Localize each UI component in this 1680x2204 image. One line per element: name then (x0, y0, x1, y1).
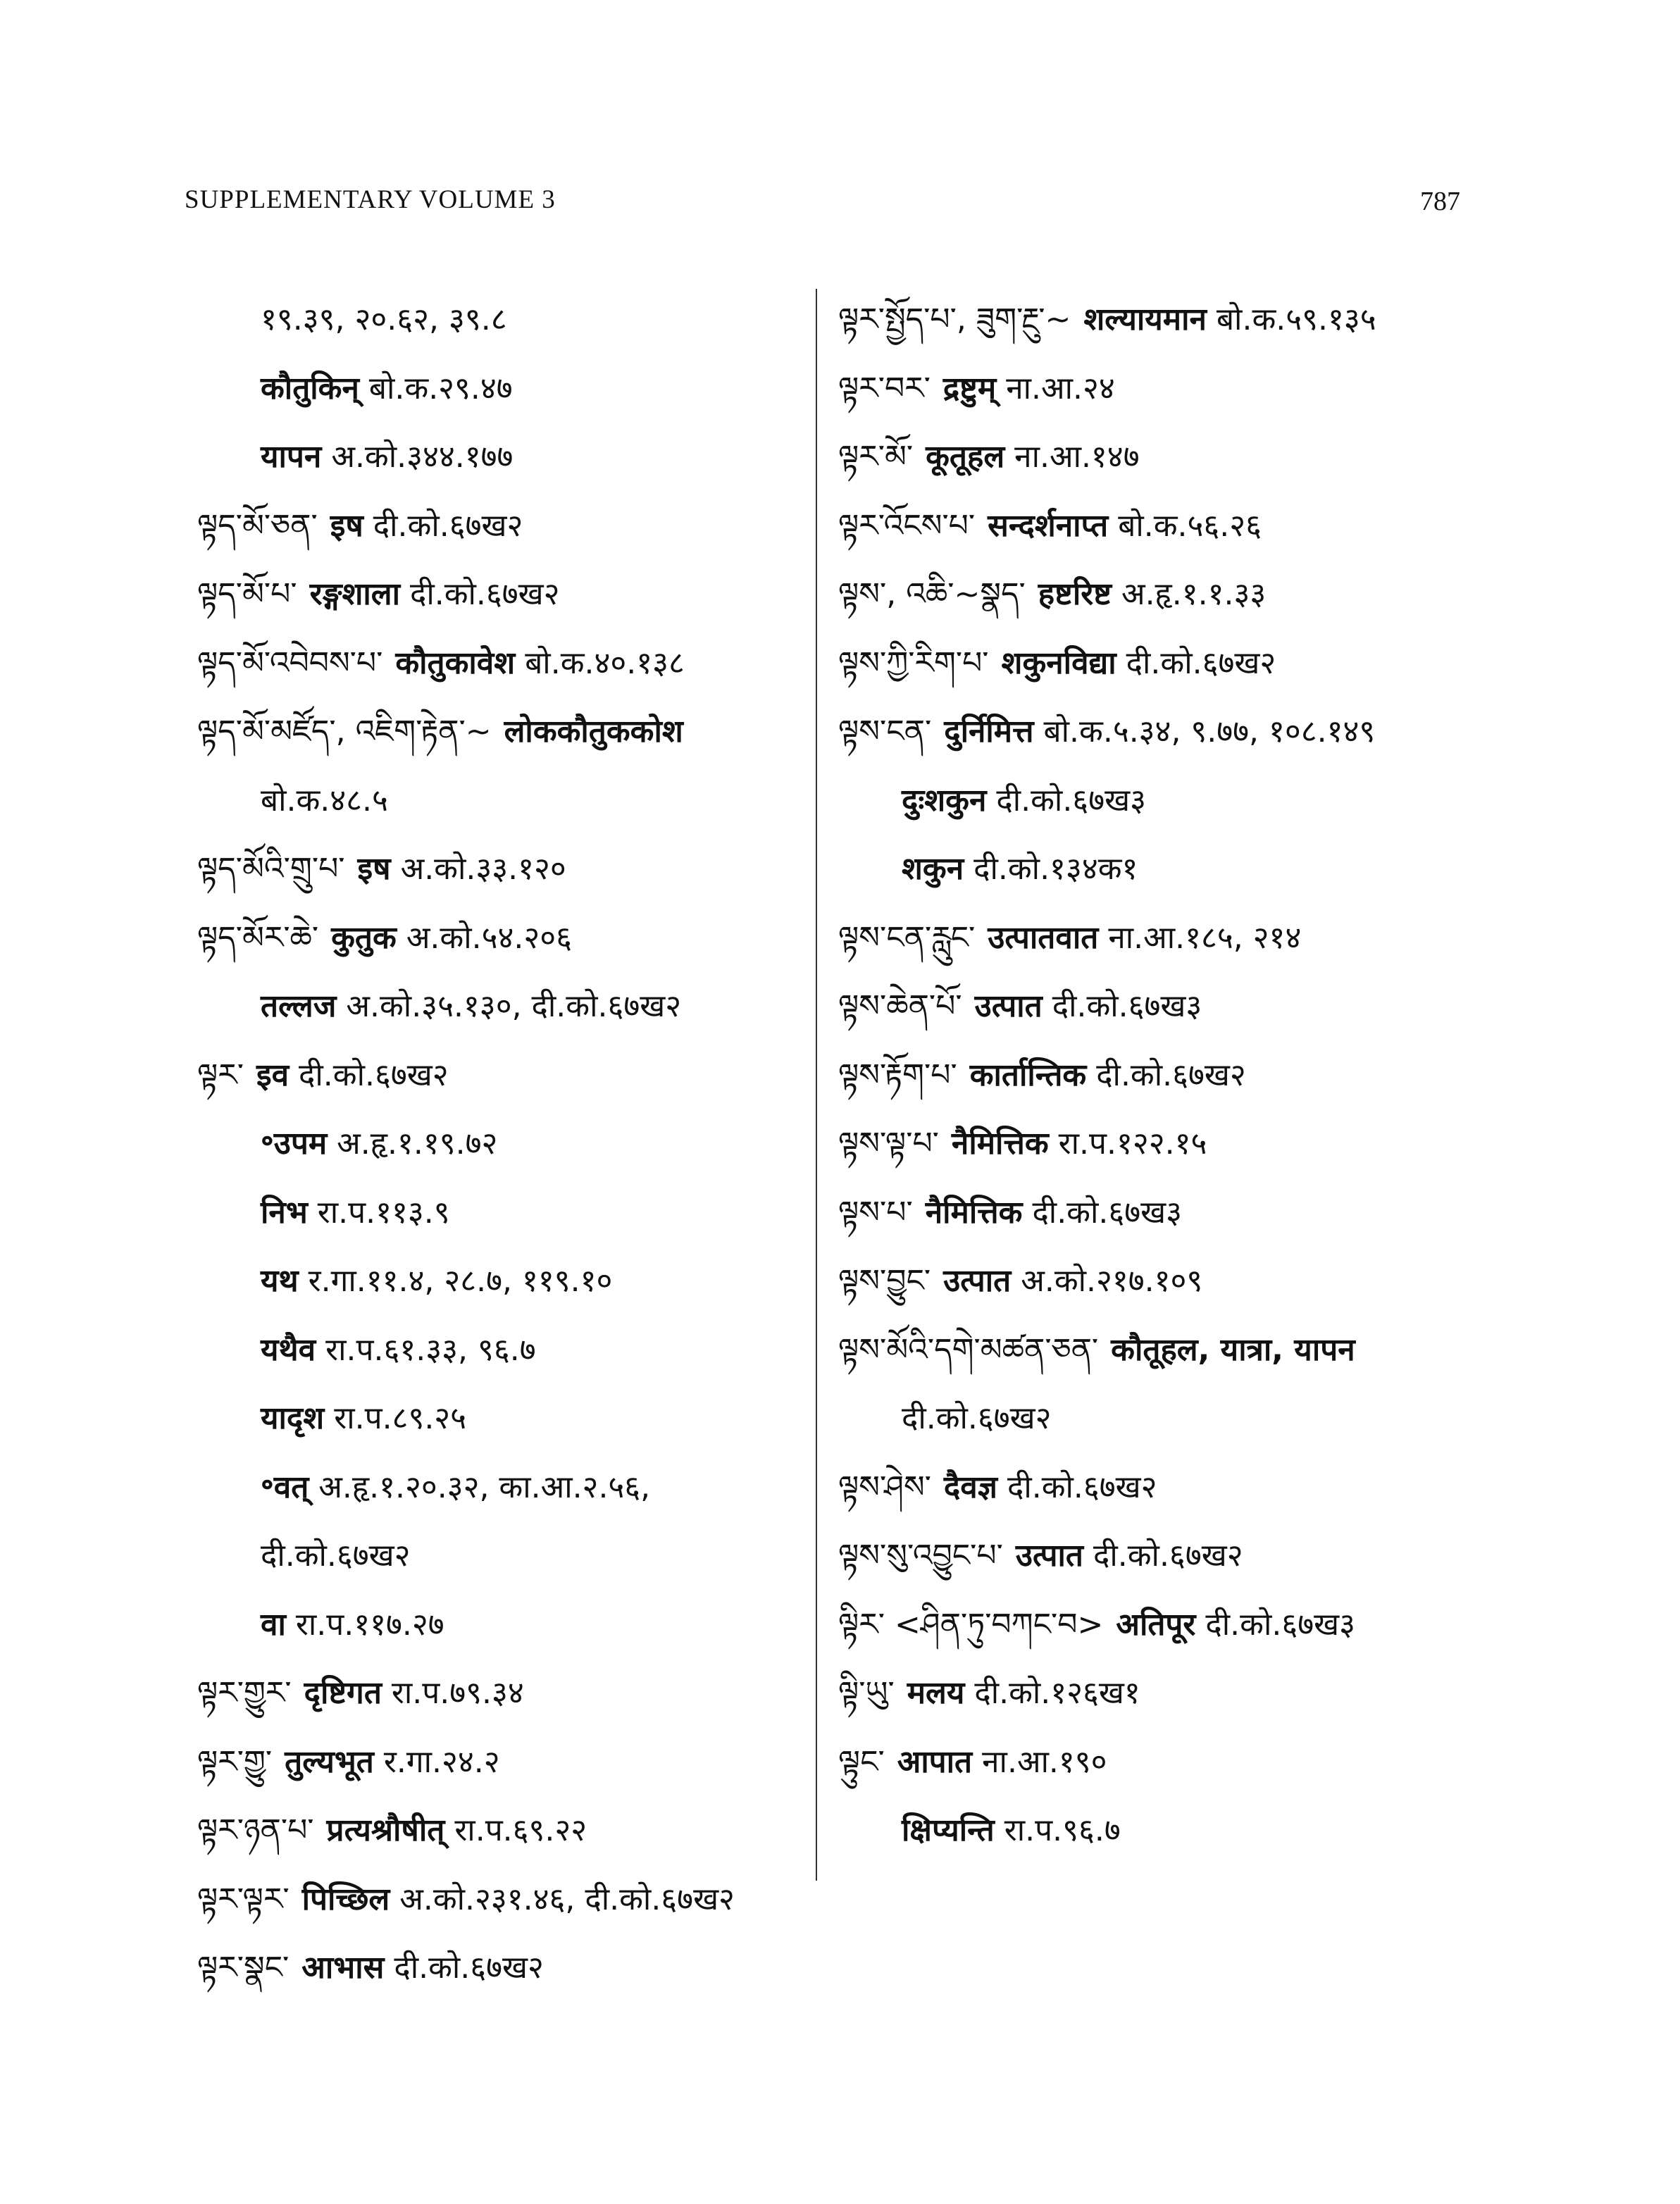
dictionary-entry (197, 766, 817, 835)
tibetan-term: ལྟར་འོངས་པ་ (838, 507, 976, 544)
dictionary-entry (838, 1178, 1472, 1247)
dictionary-entry (838, 904, 1472, 973)
dictionary-entry (197, 697, 817, 766)
source-reference: दी.को.६७ख२ (410, 576, 560, 612)
sanskrit-headword: तुल्यभूत (285, 1743, 374, 1780)
sanskrit-headword: कौतुकिन् (261, 370, 359, 406)
sanskrit-headword: रङ्गशाला (309, 576, 400, 612)
source-reference: रा.प.७९.३४ (391, 1675, 524, 1711)
tibetan-term: ལྟད་མོ་ཅན་ (197, 507, 318, 544)
sanskrit-headword: प्रत्यश्रौषीत् (326, 1812, 445, 1848)
dictionary-entry (838, 354, 1472, 423)
sanskrit-headword: शकुन (902, 851, 964, 887)
left-column (197, 285, 817, 2003)
sanskrit-headword: नैमित्तिक (925, 1194, 1023, 1231)
tibetan-term: ལྟས་ལྟ་པ་ (838, 1126, 939, 1162)
dictionary-entry (838, 492, 1472, 561)
sanskrit-headword: यथ (261, 1263, 299, 1299)
dictionary-entry (838, 1728, 1472, 1797)
source-reference: दी.को.६७ख३ (1205, 1606, 1355, 1643)
tibetan-term: ལྟར་ལྟར་ (197, 1881, 290, 1917)
sanskrit-headword: उत्पात (974, 988, 1043, 1024)
running-head: SUPPLEMENTARY VOLUME 3 (185, 185, 556, 214)
tibetan-term: ལྟས་སུ་འབྱུང་པ་ (838, 1538, 1003, 1574)
source-reference: अ.को.२१७.१०९ (1021, 1263, 1203, 1299)
source-reference: दी.को.१३४क१ (973, 851, 1138, 887)
sanskrit-headword: अतिपूर (1116, 1606, 1196, 1643)
tibetan-term: ལྟས་ཀྱི་རིག་པ་ (838, 645, 989, 681)
sanskrit-headword: इष (357, 851, 391, 887)
source-reference: बो.क.२९.४७ (368, 370, 513, 406)
tibetan-term: ལྟར་མོ་ (838, 439, 914, 475)
sanskrit-headword: दुःशकुन (902, 782, 987, 818)
sanskrit-headword: क्षिप्यन्ति (902, 1812, 995, 1848)
dictionary-entry (838, 1384, 1472, 1453)
source-reference: अ.को.३४४.१७७ (331, 439, 514, 475)
sanskrit-headword: यापन (261, 439, 322, 475)
tibetan-term: ལྟར་ (197, 1057, 244, 1093)
sanskrit-headword: हष्टरिष्ट (1038, 576, 1112, 612)
column-divider (816, 289, 817, 1881)
dictionary-entry (838, 972, 1472, 1041)
source-reference: र.गा.२४.२ (383, 1743, 500, 1780)
dictionary-entry (838, 285, 1472, 354)
sanskrit-headword: इव (256, 1057, 290, 1093)
sanskrit-headword: शल्यायमान (1083, 301, 1207, 337)
sanskrit-headword: इष (330, 507, 363, 544)
sanskrit-headword: दैवज्ञ (943, 1469, 997, 1505)
sanskrit-headword: आभास (301, 1950, 385, 1986)
tibetan-term: ལྟར་སྤྱོད་པ་, ཟུག་རྔུ་~ (838, 301, 1071, 337)
dictionary-entry (197, 972, 817, 1041)
dictionary-entry (197, 1384, 817, 1453)
dictionary-entry (197, 1316, 817, 1385)
source-reference: दी.को.६७ख२ (1096, 1057, 1246, 1093)
sanskrit-headword: वा (261, 1606, 286, 1643)
right-column (838, 285, 1472, 1865)
tibetan-term: ལྟུང་ (838, 1743, 885, 1780)
dictionary-entry (197, 904, 817, 973)
dictionary-entry (838, 1590, 1472, 1660)
source-reference: ना.आ.२४ (1006, 370, 1115, 406)
tibetan-term: ལྟར་ཉན་པ་ (197, 1812, 314, 1848)
dictionary-entry (197, 1659, 817, 1728)
dictionary-entry (197, 1796, 817, 1865)
source-reference: अ.हृ.१.१.३३ (1121, 576, 1267, 612)
dictionary-entry (197, 629, 817, 698)
dictionary-entry (197, 835, 817, 904)
source-reference: रा.प.६१.३३, ९६.७ (325, 1331, 536, 1368)
source-reference: ना.आ.१९० (982, 1743, 1107, 1780)
tibetan-term: ལྟད་མོ་འབེབས་པ་ (197, 645, 383, 681)
sanskrit-headword: ॰वत् (261, 1469, 309, 1505)
tibetan-term: ལྟར་གྱུ་ (197, 1743, 273, 1780)
dictionary-entry (197, 1865, 817, 1934)
sanskrit-headword: कुतुक (331, 919, 397, 956)
source-reference: दी.को.६७ख२ (394, 1950, 544, 1986)
source-reference: बो.क.५.३४, ९.७७, १०८.१४९ (1043, 714, 1376, 749)
sanskrit-headword: कौतूहल, यात्रा, यापन (1111, 1331, 1355, 1368)
dictionary-entry (197, 560, 817, 629)
tibetan-term: ལྟས་པ་ (838, 1194, 913, 1231)
source-reference: दी.को.६७ख२ (261, 1538, 411, 1574)
tibetan-term: ལྟད་མོར་ཆེ་ (197, 919, 319, 956)
dictionary-entry (838, 835, 1472, 904)
source-reference: रा.प.१२२.१५ (1058, 1126, 1207, 1162)
dictionary-entry (838, 1521, 1472, 1590)
dictionary-entry (197, 354, 817, 423)
sanskrit-headword: यथैव (261, 1331, 316, 1368)
source-reference: दी.को.६७ख२ (299, 1057, 449, 1093)
sanskrit-headword: यादृश (261, 1400, 325, 1436)
source-reference: रा.प.६९.२२ (454, 1812, 587, 1848)
dictionary-entry (197, 1728, 817, 1797)
tibetan-term: ལྟད་མོ་པ་ (197, 576, 297, 612)
dictionary-entry (838, 560, 1472, 629)
source-reference: दी.को.६७ख२ (902, 1400, 1052, 1436)
sanskrit-headword: निभ (261, 1194, 308, 1231)
sanskrit-headword: तल्लज (261, 988, 337, 1024)
sanskrit-headword: कार्तान्तिक (969, 1057, 1087, 1093)
dictionary-entry (838, 1316, 1472, 1385)
source-reference: रा.प.८९.२५ (334, 1400, 467, 1436)
dictionary-entry (838, 1453, 1472, 1522)
dictionary-entry (197, 423, 817, 492)
source-reference: बो.क.५९.१३५ (1216, 301, 1376, 337)
dictionary-entry (197, 492, 817, 561)
source-reference: अ.को.२३१.४६, दी.को.६७ख२ (399, 1881, 735, 1917)
source-reference: दी.को.१२६ख१ (974, 1675, 1140, 1711)
source-reference: बो.क.४८.५ (261, 782, 388, 818)
sanskrit-headword: उत्पातवात (988, 919, 1099, 956)
dictionary-entry (197, 1521, 817, 1590)
tibetan-term: ལྟས་, འཆི་~སྣད་ (838, 576, 1026, 612)
source-reference: अ.को.३५.१३०, दी.को.६७ख२ (346, 988, 682, 1024)
sanskrit-headword: दुर्निमित्त (944, 714, 1034, 749)
dictionary-entry (197, 1109, 817, 1178)
dictionary-entry (197, 285, 817, 354)
dictionary-entry (838, 1659, 1472, 1728)
dictionary-entry (197, 1590, 817, 1660)
sanskrit-headword: मलय (907, 1675, 965, 1711)
sanskrit-headword: कौतुकावेश (395, 645, 516, 681)
source-reference: अ.को.५४.२०६ (406, 919, 572, 956)
sanskrit-headword: उत्पात (943, 1263, 1012, 1299)
source-reference: अ.हृ.१.२०.३२, का.आ.२.५६, (318, 1469, 651, 1505)
dictionary-entry (197, 1178, 817, 1247)
source-reference: १९.३९, २०.६२, ३९.८ (261, 301, 507, 337)
source-reference: अ.हृ.१.१९.७२ (337, 1126, 498, 1162)
page-number: 787 (1420, 187, 1460, 216)
dictionary-entry (197, 1041, 817, 1110)
tibetan-term: ལྟར་སྣང་ (197, 1950, 290, 1986)
sanskrit-headword: कूतूहल (926, 439, 1005, 475)
tibetan-term: ལྟི་ཡུ་ (838, 1675, 895, 1711)
tibetan-term: ལྟས་མོའི་དགེ་མཚན་ཅན་ (838, 1331, 1099, 1368)
dictionary-entry (838, 766, 1472, 835)
dictionary-entry (838, 423, 1472, 492)
sanskrit-headword: ॰उपम (261, 1126, 328, 1162)
source-reference: दी.को.६७ख३ (1052, 988, 1202, 1024)
sanskrit-headword: उत्पात (1015, 1538, 1084, 1574)
source-reference: बो.क.४०.१३८ (525, 645, 685, 681)
sanskrit-headword: आपात (897, 1743, 973, 1780)
sanskrit-headword: सन्दर्शनाप्त (988, 507, 1109, 544)
sanskrit-headword: दृष्टिगत (304, 1675, 382, 1711)
dictionary-entry (838, 1041, 1472, 1110)
source-reference: दी.को.६७ख२ (373, 507, 523, 544)
dictionary-entry (197, 1247, 817, 1316)
source-reference: दी.को.६७ख२ (1093, 1538, 1243, 1574)
tibetan-term: ལྟད་མོའི་གྲུ་པ་ (197, 851, 345, 887)
dictionary-entry (197, 1934, 817, 2003)
source-reference: अ.को.३३.१२० (400, 851, 566, 887)
tibetan-term: ལྟས་ངན་རླུང་ (838, 919, 976, 956)
source-reference: दी.को.६७ख३ (1032, 1194, 1182, 1231)
source-reference: दी.को.६७ख३ (996, 782, 1146, 818)
tibetan-term: ལྟར་བར་ (838, 370, 931, 406)
source-reference: रा.प.११७.२७ (295, 1606, 444, 1643)
source-reference: दी.को.६७ख२ (1126, 645, 1276, 681)
tibetan-term: ལྟད་མོ་མཛོད་, འཇིག་རྟེན་~ (197, 714, 492, 749)
dictionary-entry (838, 1796, 1472, 1865)
sanskrit-headword: पिच्छिल (301, 1881, 390, 1917)
source-reference: ना.आ.१४७ (1014, 439, 1140, 475)
sanskrit-headword: शकुनविद्या (1001, 645, 1116, 681)
source-reference: बो.क.५६.२६ (1118, 507, 1262, 544)
dictionary-entry (197, 1453, 817, 1522)
tibetan-term: ལྟས་ཆེན་པོ་ (838, 988, 962, 1024)
source-reference: रा.प.११३.९ (317, 1194, 450, 1231)
tibetan-term: ལྟར་གྱུར་ (197, 1675, 292, 1711)
dictionary-entry (838, 1109, 1472, 1178)
sanskrit-headword: नैमित्तिक (951, 1126, 1049, 1162)
tibetan-term: ལྟས་བྱུང་ (838, 1263, 931, 1299)
sanskrit-headword: लोककौतुककोश (504, 714, 683, 749)
dictionary-entry (838, 1247, 1472, 1316)
dictionary-entry (838, 629, 1472, 698)
source-reference: रा.प.९६.७ (1004, 1812, 1121, 1848)
source-reference: ना.आ.१८५, २१४ (1108, 919, 1302, 956)
tibetan-term: ལྟས་ཤེས་ (838, 1469, 931, 1505)
sanskrit-headword: द्रष्टुम् (942, 370, 997, 406)
tibetan-term: ལྟས་ངན་ (838, 714, 932, 749)
tibetan-term: ལྟིར་ <ཤིན་ཏུ་བཀང་བ> (838, 1606, 1104, 1643)
tibetan-term: ལྟས་རྟོག་པ་ (838, 1057, 957, 1093)
source-reference: दी.को.६७ख२ (1007, 1469, 1157, 1505)
source-reference: र.गा.११.४, २८.७, ११९.१० (308, 1263, 613, 1299)
dictionary-entry (838, 697, 1472, 766)
